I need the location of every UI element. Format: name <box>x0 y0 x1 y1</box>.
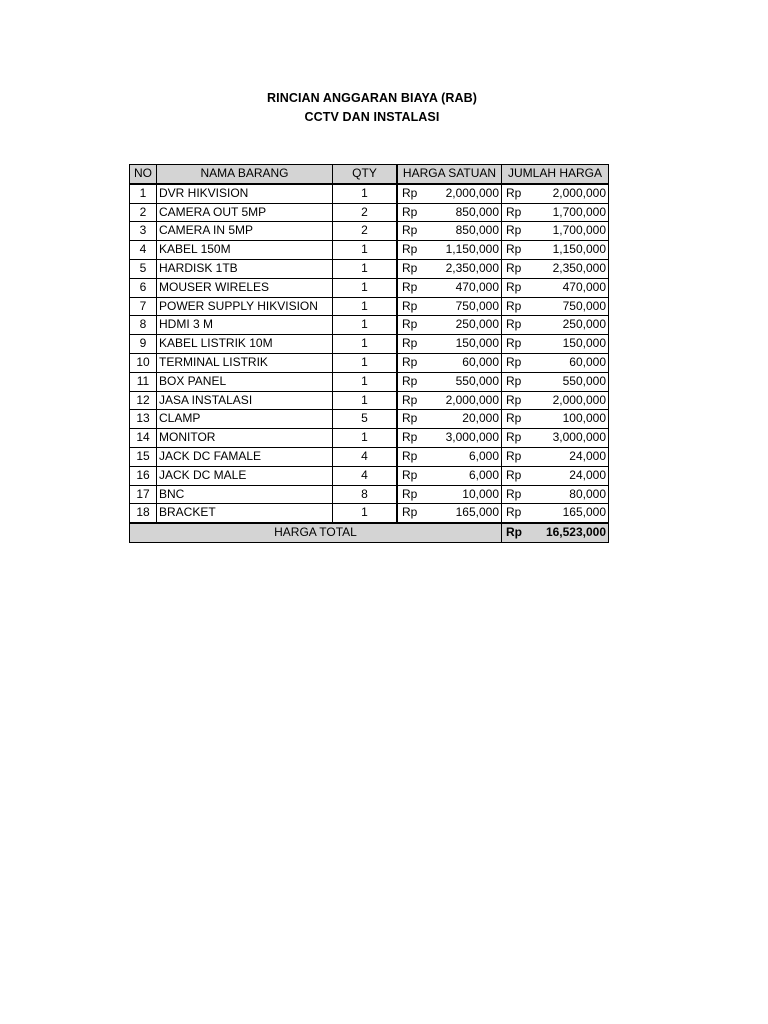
table-row <box>130 410 609 429</box>
row-name: JACK DC FAMALE <box>157 447 333 466</box>
row-name: CAMERA IN 5MP <box>157 222 333 241</box>
row-unit-currency: Rp <box>397 391 434 410</box>
table-row <box>130 203 609 222</box>
total-row <box>130 523 609 542</box>
row-qty: 1 <box>333 184 398 203</box>
row-no: 16 <box>130 466 157 485</box>
row-total-price: 1,700,000 <box>538 203 609 222</box>
row-unit-price: 850,000 <box>434 203 502 222</box>
row-no: 18 <box>130 504 157 523</box>
row-unit-currency: Rp <box>397 241 434 260</box>
row-total-currency: Rp <box>502 222 539 241</box>
row-unit-currency: Rp <box>397 447 434 466</box>
row-total-price: 470,000 <box>538 278 609 297</box>
table-row <box>130 297 609 316</box>
table-row <box>130 335 609 354</box>
table-row <box>130 391 609 410</box>
table-row <box>130 316 609 335</box>
row-unit-currency: Rp <box>397 278 434 297</box>
row-no: 5 <box>130 259 157 278</box>
row-total-currency: Rp <box>502 203 539 222</box>
row-unit-price: 3,000,000 <box>434 429 502 448</box>
row-total-currency: Rp <box>502 447 539 466</box>
row-unit-currency: Rp <box>397 372 434 391</box>
row-unit-currency: Rp <box>397 184 434 203</box>
table-row <box>130 259 609 278</box>
table-row <box>130 504 609 523</box>
row-unit-price: 470,000 <box>434 278 502 297</box>
row-qty: 1 <box>333 241 398 260</box>
row-no: 13 <box>130 410 157 429</box>
row-name: KABEL LISTRIK 10M <box>157 335 333 354</box>
row-unit-currency: Rp <box>397 485 434 504</box>
row-total-currency: Rp <box>502 259 539 278</box>
row-total-currency: Rp <box>502 429 539 448</box>
row-name: MOUSER WIRELES <box>157 278 333 297</box>
row-unit-price: 60,000 <box>434 353 502 372</box>
header-total-price: JUMLAH HARGA <box>502 165 609 184</box>
row-unit-price: 1,150,000 <box>434 241 502 260</box>
row-no: 10 <box>130 353 157 372</box>
row-total-price: 24,000 <box>538 447 609 466</box>
row-name: BRACKET <box>157 504 333 523</box>
row-unit-price: 550,000 <box>434 372 502 391</box>
row-qty: 1 <box>333 335 398 354</box>
row-unit-price: 750,000 <box>434 297 502 316</box>
row-name: CAMERA OUT 5MP <box>157 203 333 222</box>
total-label: HARGA TOTAL <box>130 523 502 542</box>
row-unit-price: 150,000 <box>434 335 502 354</box>
row-qty: 1 <box>333 353 398 372</box>
table-row <box>130 184 609 203</box>
row-qty: 1 <box>333 259 398 278</box>
row-unit-currency: Rp <box>397 259 434 278</box>
row-qty: 1 <box>333 391 398 410</box>
row-name: POWER SUPPLY HIKVISION <box>157 297 333 316</box>
row-total-currency: Rp <box>502 316 539 335</box>
row-name: KABEL 150M <box>157 241 333 260</box>
row-no: 12 <box>130 391 157 410</box>
row-qty: 1 <box>333 278 398 297</box>
row-no: 2 <box>130 203 157 222</box>
row-unit-price: 165,000 <box>434 504 502 523</box>
budget-table <box>129 164 609 543</box>
row-unit-currency: Rp <box>397 410 434 429</box>
row-total-price: 150,000 <box>538 335 609 354</box>
table-row <box>130 278 609 297</box>
row-name: CLAMP <box>157 410 333 429</box>
row-no: 17 <box>130 485 157 504</box>
header-name: NAMA BARANG <box>157 165 333 184</box>
row-no: 9 <box>130 335 157 354</box>
document-title-2: CCTV DAN INSTALASI <box>304 110 440 124</box>
row-qty: 2 <box>333 203 398 222</box>
row-total-price: 80,000 <box>538 485 609 504</box>
row-unit-price: 2,350,000 <box>434 259 502 278</box>
row-total-price: 24,000 <box>538 466 609 485</box>
row-unit-currency: Rp <box>397 504 434 523</box>
table-row <box>130 372 609 391</box>
row-unit-price: 20,000 <box>434 410 502 429</box>
header-unit-price: HARGA SATUAN <box>397 165 502 184</box>
row-total-currency: Rp <box>502 466 539 485</box>
row-total-currency: Rp <box>502 372 539 391</box>
table-row <box>130 485 609 504</box>
table-row <box>130 429 609 448</box>
row-unit-price: 10,000 <box>434 485 502 504</box>
row-total-price: 2,000,000 <box>538 184 609 203</box>
row-total-price: 1,150,000 <box>538 241 609 260</box>
row-name: HDMI 3 M <box>157 316 333 335</box>
row-total-price: 60,000 <box>538 353 609 372</box>
table-row <box>130 466 609 485</box>
row-no: 1 <box>130 184 157 203</box>
row-qty: 1 <box>333 429 398 448</box>
row-qty: 5 <box>333 410 398 429</box>
row-name: BOX PANEL <box>157 372 333 391</box>
row-name: JACK DC MALE <box>157 466 333 485</box>
row-no: 7 <box>130 297 157 316</box>
row-qty: 4 <box>333 466 398 485</box>
table-row <box>130 447 609 466</box>
row-total-price: 165,000 <box>538 504 609 523</box>
row-unit-currency: Rp <box>397 316 434 335</box>
row-name: HARDISK 1TB <box>157 259 333 278</box>
row-total-price: 550,000 <box>538 372 609 391</box>
row-no: 11 <box>130 372 157 391</box>
row-qty: 1 <box>333 504 398 523</box>
row-unit-currency: Rp <box>397 353 434 372</box>
row-name: TERMINAL LISTRIK <box>157 353 333 372</box>
row-total-price: 2,350,000 <box>538 259 609 278</box>
total-value: 16,523,000 <box>538 523 609 542</box>
document-title-1: RINCIAN ANGGARAN BIAYA (RAB) <box>267 91 477 105</box>
row-no: 6 <box>130 278 157 297</box>
row-unit-currency: Rp <box>397 297 434 316</box>
row-total-currency: Rp <box>502 184 539 203</box>
row-total-currency: Rp <box>502 297 539 316</box>
row-unit-currency: Rp <box>397 222 434 241</box>
row-total-currency: Rp <box>502 241 539 260</box>
row-name: DVR HIKVISION <box>157 184 333 203</box>
row-qty: 4 <box>333 447 398 466</box>
row-qty: 1 <box>333 372 398 391</box>
row-total-price: 2,000,000 <box>538 391 609 410</box>
row-unit-price: 2,000,000 <box>434 391 502 410</box>
table-row <box>130 241 609 260</box>
row-total-price: 3,000,000 <box>538 429 609 448</box>
row-unit-price: 250,000 <box>434 316 502 335</box>
row-no: 3 <box>130 222 157 241</box>
row-total-currency: Rp <box>502 391 539 410</box>
row-unit-price: 2,000,000 <box>434 184 502 203</box>
row-qty: 1 <box>333 297 398 316</box>
row-total-currency: Rp <box>502 353 539 372</box>
total-currency: Rp <box>502 523 539 542</box>
table-header-row <box>130 165 609 184</box>
row-total-price: 750,000 <box>538 297 609 316</box>
row-no: 15 <box>130 447 157 466</box>
row-total-currency: Rp <box>502 335 539 354</box>
row-total-price: 100,000 <box>538 410 609 429</box>
row-no: 8 <box>130 316 157 335</box>
row-unit-currency: Rp <box>397 335 434 354</box>
row-qty: 8 <box>333 485 398 504</box>
row-unit-price: 850,000 <box>434 222 502 241</box>
row-name: JASA INSTALASI <box>157 391 333 410</box>
row-total-price: 1,700,000 <box>538 222 609 241</box>
row-total-currency: Rp <box>502 410 539 429</box>
row-unit-price: 6,000 <box>434 466 502 485</box>
row-total-price: 250,000 <box>538 316 609 335</box>
row-total-currency: Rp <box>502 504 539 523</box>
table-row <box>130 353 609 372</box>
row-name: MONITOR <box>157 429 333 448</box>
row-no: 14 <box>130 429 157 448</box>
row-unit-price: 6,000 <box>434 447 502 466</box>
row-qty: 2 <box>333 222 398 241</box>
row-no: 4 <box>130 241 157 260</box>
row-name: BNC <box>157 485 333 504</box>
row-unit-currency: Rp <box>397 203 434 222</box>
row-total-currency: Rp <box>502 485 539 504</box>
header-qty: QTY <box>333 165 398 184</box>
row-unit-currency: Rp <box>397 429 434 448</box>
row-unit-currency: Rp <box>397 466 434 485</box>
row-qty: 1 <box>333 316 398 335</box>
header-no: NO <box>130 165 157 184</box>
row-total-currency: Rp <box>502 278 539 297</box>
table-row <box>130 222 609 241</box>
